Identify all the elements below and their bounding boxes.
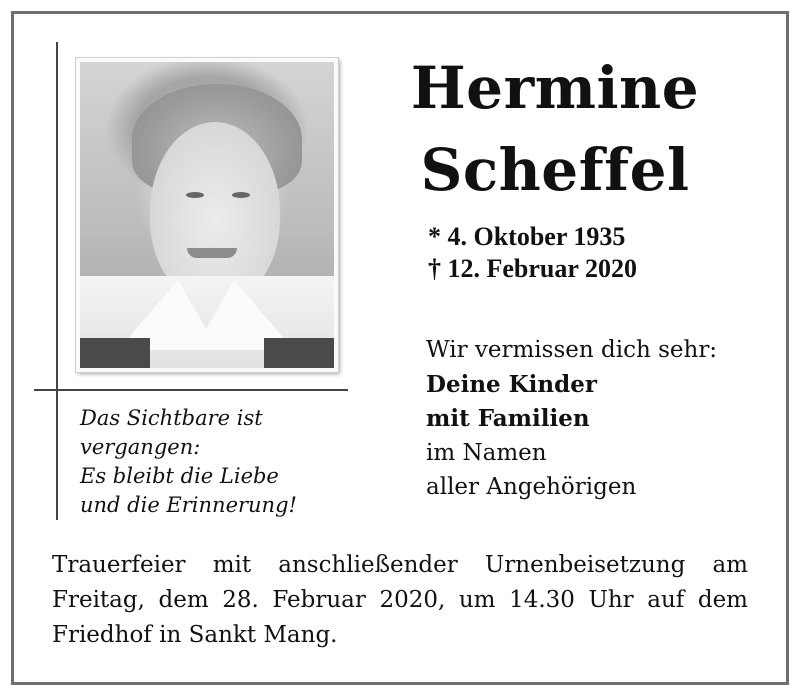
message-line-3: im Namen [426, 440, 547, 466]
quote-line: vergangen: [80, 435, 201, 459]
birth-date: * 4. Oktober 1935 [428, 222, 626, 251]
death-date: † 12. Februar 2020 [428, 254, 637, 283]
message-intro: Wir vermissen dich sehr: [426, 337, 718, 363]
vertical-divider [56, 42, 58, 520]
signers-line-2: mit Familien [426, 405, 590, 432]
first-name: Hermine [410, 54, 700, 122]
last-name: Scheffel [420, 136, 690, 204]
funeral-notice: Trauerfeier mit anschließender Urnenbeisetzung am Freitag, dem 28. Februar 2020, um 14.30 Uhr auf dem Friedhof in Sankt Mang. [52, 552, 748, 648]
horizontal-divider [34, 389, 348, 391]
quote-line: Es bleibt die Liebe [80, 464, 279, 488]
message-line-4: aller Angehörigen [426, 474, 637, 500]
quote-line: und die Erinnerung! [80, 493, 297, 517]
portrait-photo [76, 58, 338, 372]
memorial-quote [80, 404, 330, 520]
signers-line-1: Deine Kinder [426, 371, 597, 398]
quote-line: Das Sichtbare ist [80, 406, 263, 430]
